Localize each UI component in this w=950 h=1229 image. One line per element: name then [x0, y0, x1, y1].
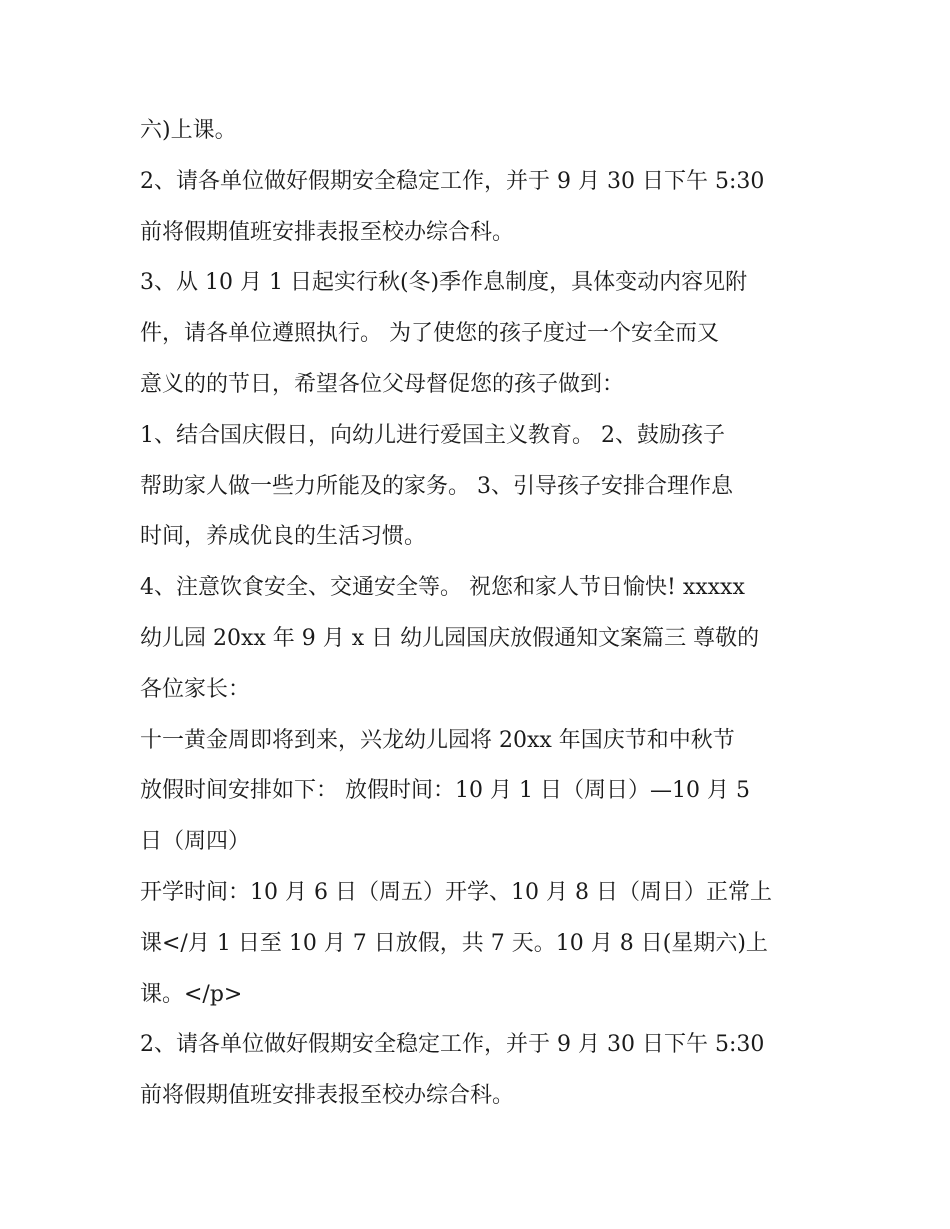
text-line: 2、请各单位做好假期安全稳定工作，并于 9 月 30 日下午 5:30	[140, 168, 765, 194]
text-line: 各位家长：	[140, 676, 251, 702]
text-line: 4、注意饮食安全、交通安全等。 祝您和家人节日愉快! xxxxx	[140, 575, 745, 601]
document-body	[140, 106, 820, 1122]
text-line: 3、从 10 月 1 日起实行秋(冬)季作息制度，具体变动内容见附	[140, 270, 748, 296]
text-line: 意义的的节日，希望各位父母督促您的孩子做到：	[140, 371, 625, 397]
text-line: 前将假期值班安排表报至校办综合科。	[140, 219, 515, 245]
text-line: 日（周四）	[140, 829, 251, 855]
text-line: 六)上课。	[140, 118, 237, 143]
text-line: 时间，养成优良的生活习惯。	[140, 524, 427, 550]
text-line: 课。</p>	[140, 981, 243, 1007]
text-line: 课</月 1 日至 10 月 7 日放假，共 7 天。10 月 8 日(星期六)上	[140, 930, 768, 956]
text-line: 放假时间安排如下： 放假时间：10 月 1 日（周日）—10 月 5	[140, 778, 750, 804]
text-line: 开学时间：10 月 6 日（周五）开学、10 月 8 日（周日）正常上	[140, 879, 772, 905]
text-line: 1、结合国庆假日，向幼儿进行爱国主义教育。 2、鼓励孩子	[140, 422, 725, 448]
text-line: 2、请各单位做好假期安全稳定工作，并于 9 月 30 日下午 5:30	[140, 1032, 765, 1058]
text-line: 帮助家人做一些力所能及的家务。 3、引导孩子安排合理作息	[140, 473, 733, 499]
text-line: 件，请各单位遵照执行。 为了使您的孩子度过一个安全而又	[140, 321, 719, 347]
text-line: 十一黄金周即将到来，兴龙幼儿园将 20xx 年国庆节和中秋节	[140, 727, 735, 753]
text-line: 前将假期值班安排表报至校办综合科。	[140, 1083, 515, 1109]
text-line: 幼儿园 20xx 年 9 月 x 日 幼儿园国庆放假通知文案篇三 尊敬的	[140, 625, 760, 651]
